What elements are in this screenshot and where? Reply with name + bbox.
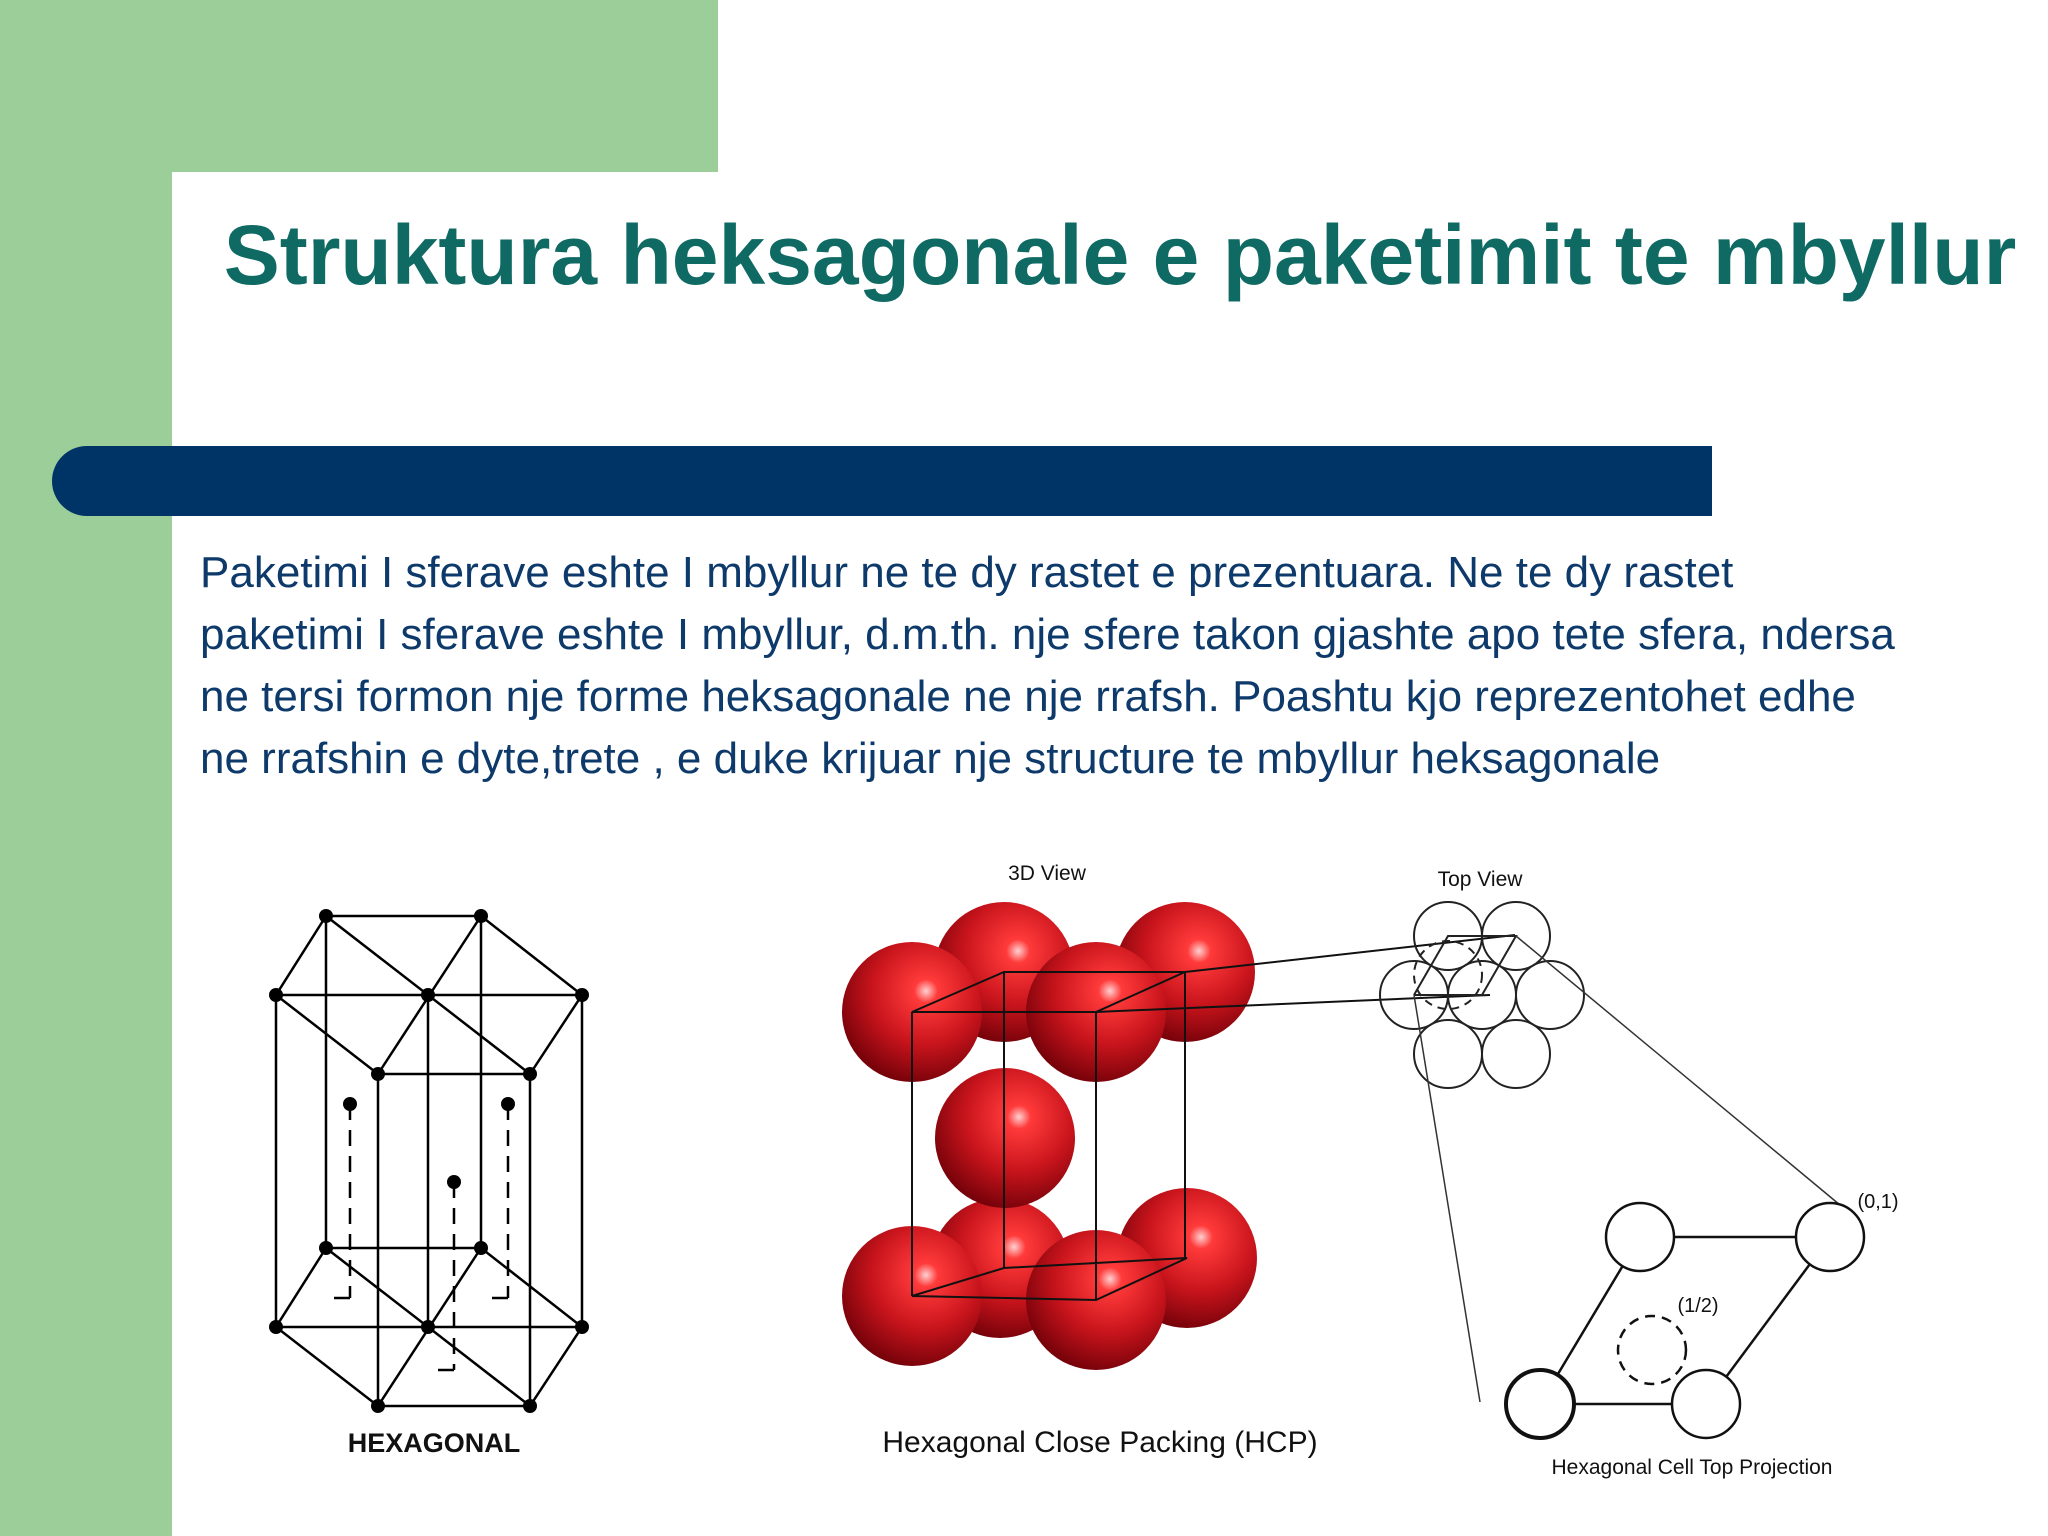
top-view-circles [1380,902,1584,1088]
coord-label-0-1: (0,1) [1857,1191,1899,1213]
hexagonal-caption: HEXAGONAL [347,1428,521,1458]
projection-caption: Hexagonal Cell Top Projection [1551,1456,1833,1479]
top-view-label: Top View [1437,868,1523,891]
3d-view-label: 3D View [1008,862,1086,885]
hcp-caption: Hexagonal Close Packing (HCP) [882,1426,1318,1459]
slide-body-text: Paketimi I sferave eshte I mbyllur ne te dy rastet e prezentuara. Ne te dy rastet paketimi I sferave eshte I mbyllur, d.m.th. nje sfere takon gjashte apo tete sfera, ndersa ne tersi formon nje forme heksagonale ne nje rrafsh. Poashtu kjo reprezentohet edhe ne rrafshin e dyte,trete , e duke krijuar nje structure te mbyllur heksagonale [200,548,1895,783]
coord-label-half: (1/2) [1677,1295,1719,1317]
projection-cell [1506,1203,1864,1438]
slide-title: Struktura heksagonale e paketimit te mbyllur [223,208,2017,302]
